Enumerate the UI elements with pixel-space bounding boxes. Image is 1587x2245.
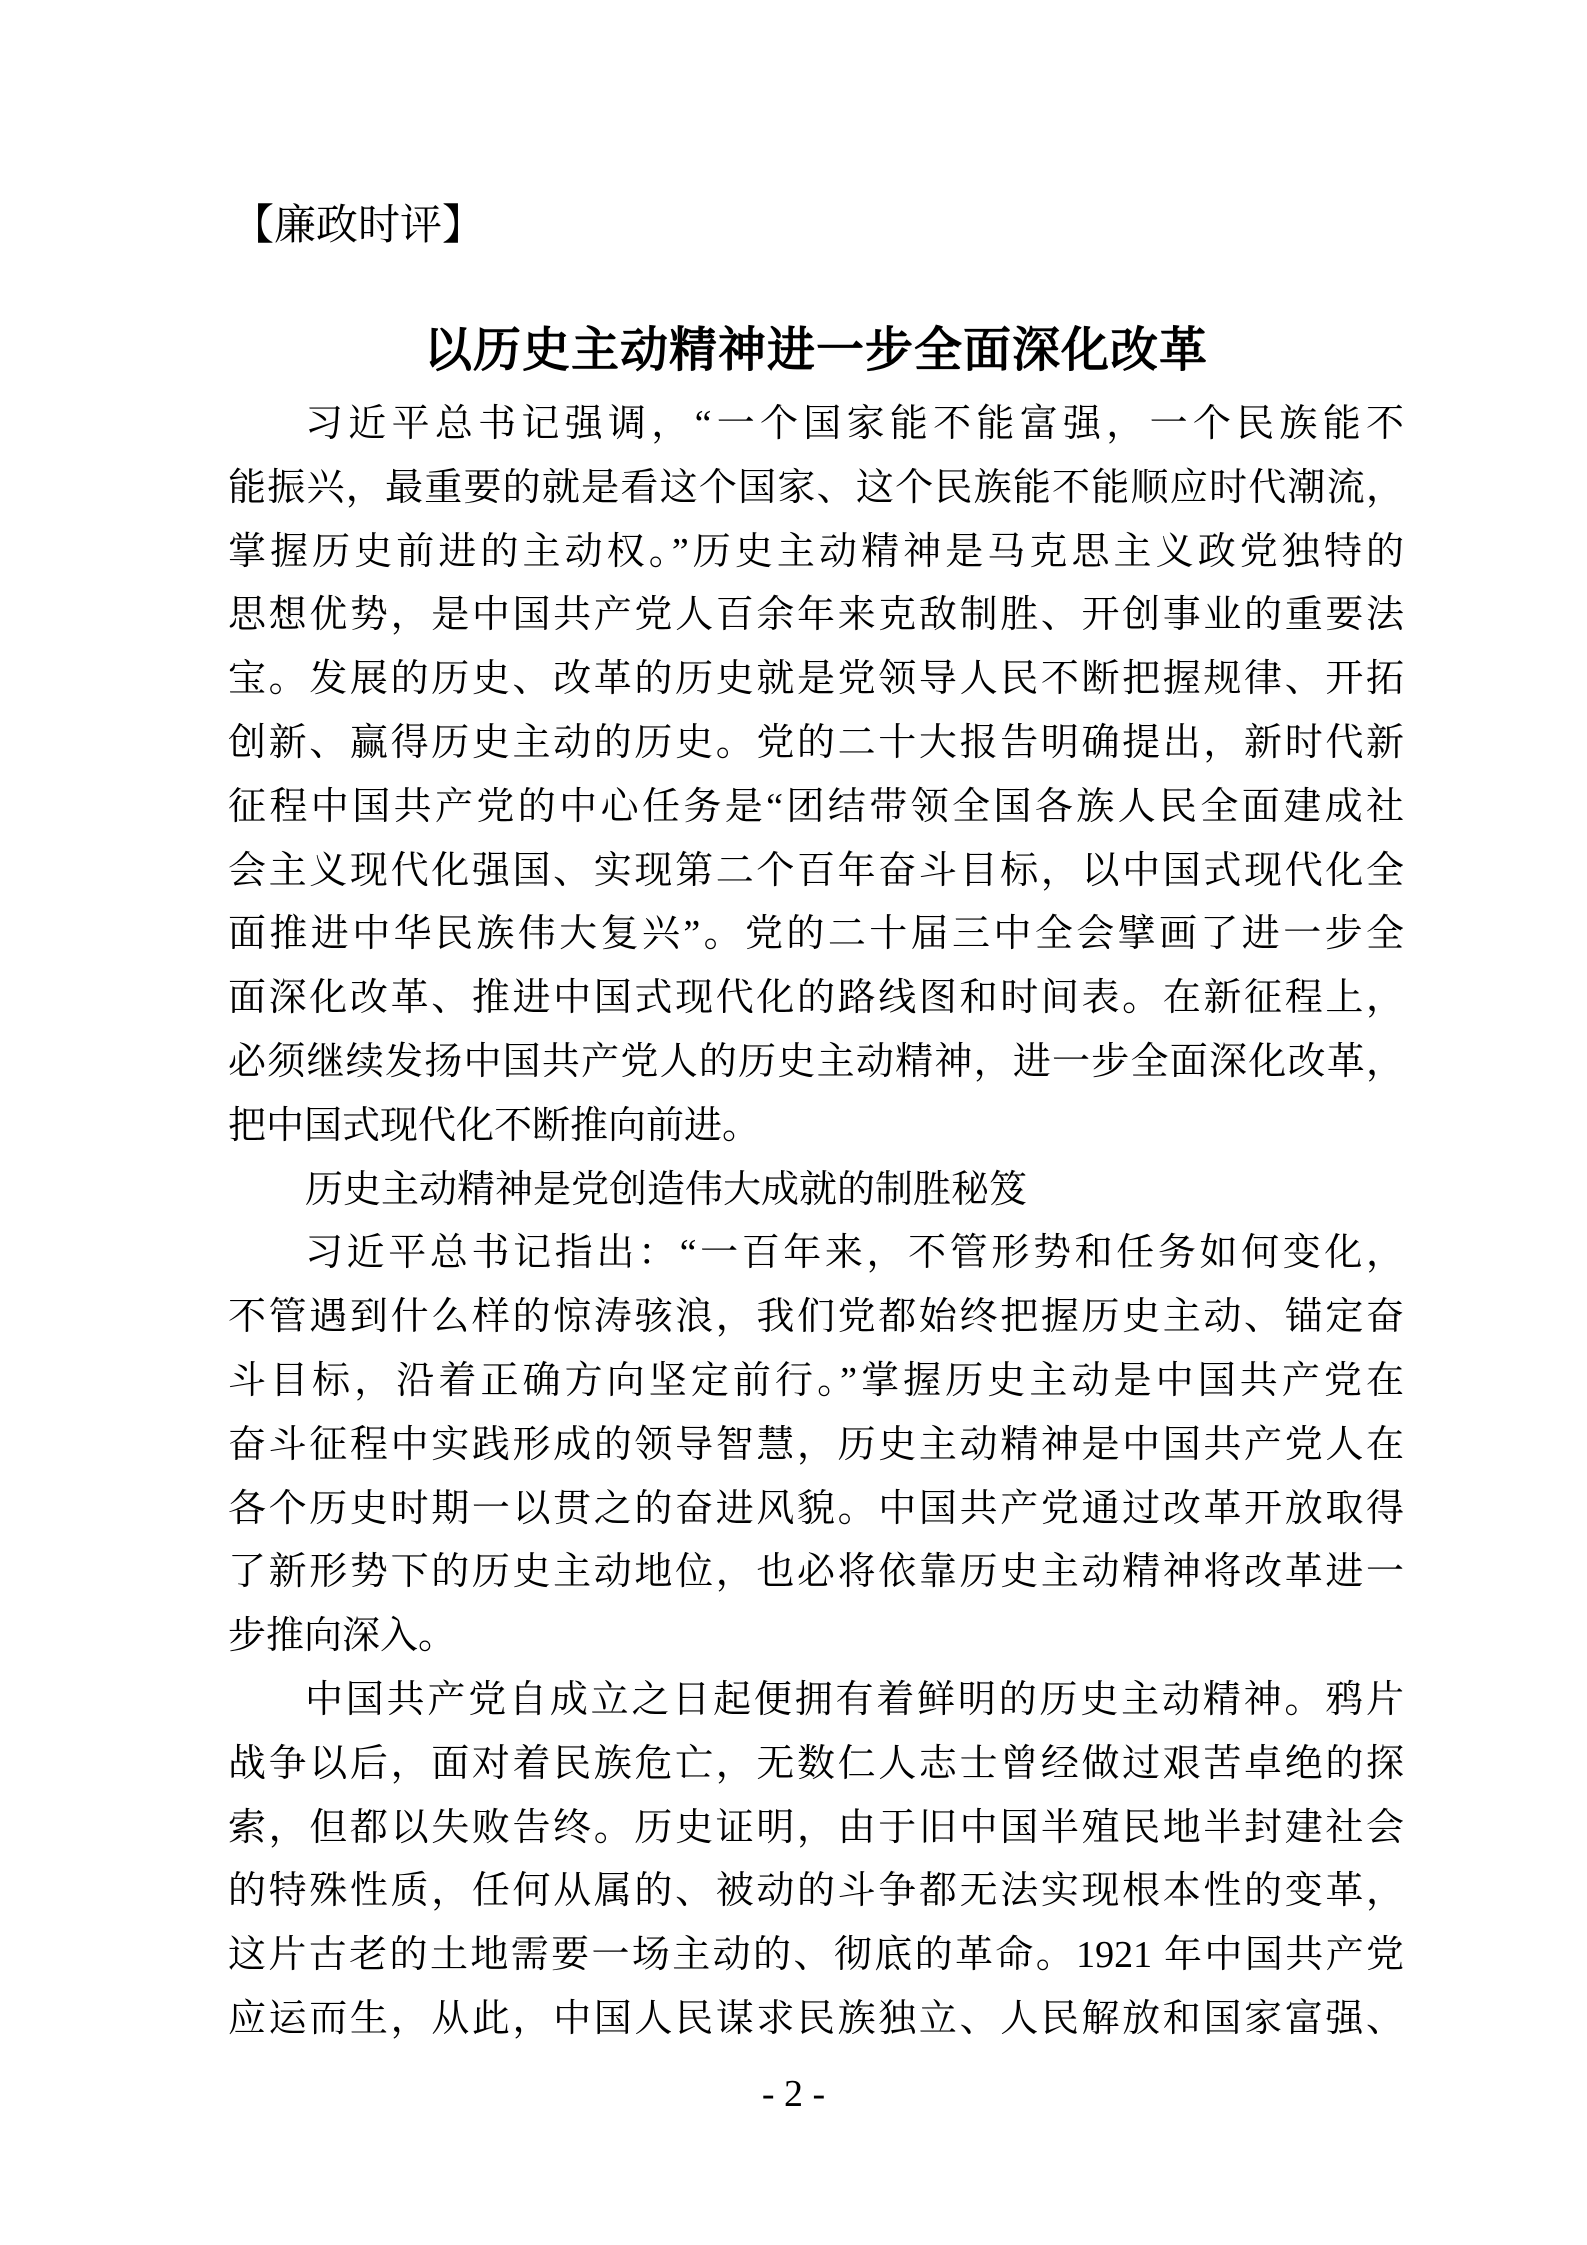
body-line: 奋斗征程中实践形成的领导智慧，历史主动精神是中国共产党人在 <box>228 1423 1404 1466</box>
body-line: 掌握历史前进的主动权。”历史主动精神是马克思主义政党独特的 <box>228 530 1404 573</box>
body-line: 了新形势下的历史主动地位，也必将依靠历史主动精神将改革进一 <box>228 1551 1404 1594</box>
article-title: 以历史主动精神进一步全面深化改革 <box>423 324 1208 377</box>
body-line: 必须继续发扬中国共产党人的历史主动精神，进一步全面深化改革， <box>228 1040 1404 1083</box>
body-line: 习近平总书记指出：“一百年来，不管形势和任务如何变化， <box>305 1232 1404 1275</box>
section-subheading: 历史主动精神是党创造伟大成就的制胜秘笈 <box>305 1168 1028 1211</box>
body-line: 战争以后，面对着民族危亡，无数仁人志士曾经做过艰苦卓绝的探 <box>228 1742 1404 1785</box>
body-line: 习近平总书记强调，“一个国家能不能富强，一个民族能不 <box>305 403 1404 445</box>
body-line: 宝。发展的历史、改革的历史就是党领导人民不断把握规律、开拓 <box>228 658 1404 701</box>
body-line: 这片古老的土地需要一场主动的、彻底的革命。1921 年中国共产党 <box>228 1934 1404 1977</box>
body-line: 不管遇到什么样的惊涛骇浪，我们党都始终把握历史主动、锚定奋 <box>228 1296 1404 1339</box>
body-line: 索，但都以失败告终。历史证明，由于旧中国半殖民地半封建社会 <box>228 1806 1404 1849</box>
body-line: 面深化改革、推进中国式现代化的路线图和时间表。在新征程上， <box>228 977 1404 1020</box>
body-line: 斗目标，沿着正确方向坚定前行。”掌握历史主动是中国共产党在 <box>228 1359 1404 1402</box>
body-line: 中国共产党自成立之日起便拥有着鲜明的历史主动精神。鸦片 <box>305 1678 1404 1721</box>
body-line: 创新、赢得历史主动的历史。党的二十大报告明确提出，新时代新 <box>228 721 1404 764</box>
body-line: 会主义现代化强国、实现第二个百年奋斗目标，以中国式现代化全 <box>228 849 1404 892</box>
body-line: 思想优势，是中国共产党人百余年来克敌制胜、开创事业的重要法 <box>228 594 1404 637</box>
body-line: 的特殊性质，任何从属的、被动的斗争都无法实现根本性的变革， <box>228 1870 1404 1913</box>
body-line: 步推向深入。 <box>228 1615 457 1658</box>
body-line: 征程中国共产党的中心任务是“团结带领全国各族人民全面建成社 <box>228 785 1404 828</box>
body-line: 各个历史时期一以贯之的奋进风貌。中国共产党通过改革开放取得 <box>228 1487 1404 1530</box>
body-line: 把中国式现代化不断推向前进。 <box>228 1104 761 1147</box>
column-header: 【廉政时评】 <box>232 203 485 249</box>
body-line: 面推进中华民族伟大复兴”。党的二十届三中全会擘画了进一步全 <box>228 913 1404 956</box>
article-body <box>228 393 1404 2052</box>
body-line: 应运而生，从此，中国人民谋求民族独立、人民解放和国家富强、 <box>228 1997 1404 2040</box>
page-number: - 2 - <box>761 2073 826 2115</box>
body-line: 能振兴，最重要的就是看这个国家、这个民族能不能顺应时代潮流， <box>228 466 1404 509</box>
